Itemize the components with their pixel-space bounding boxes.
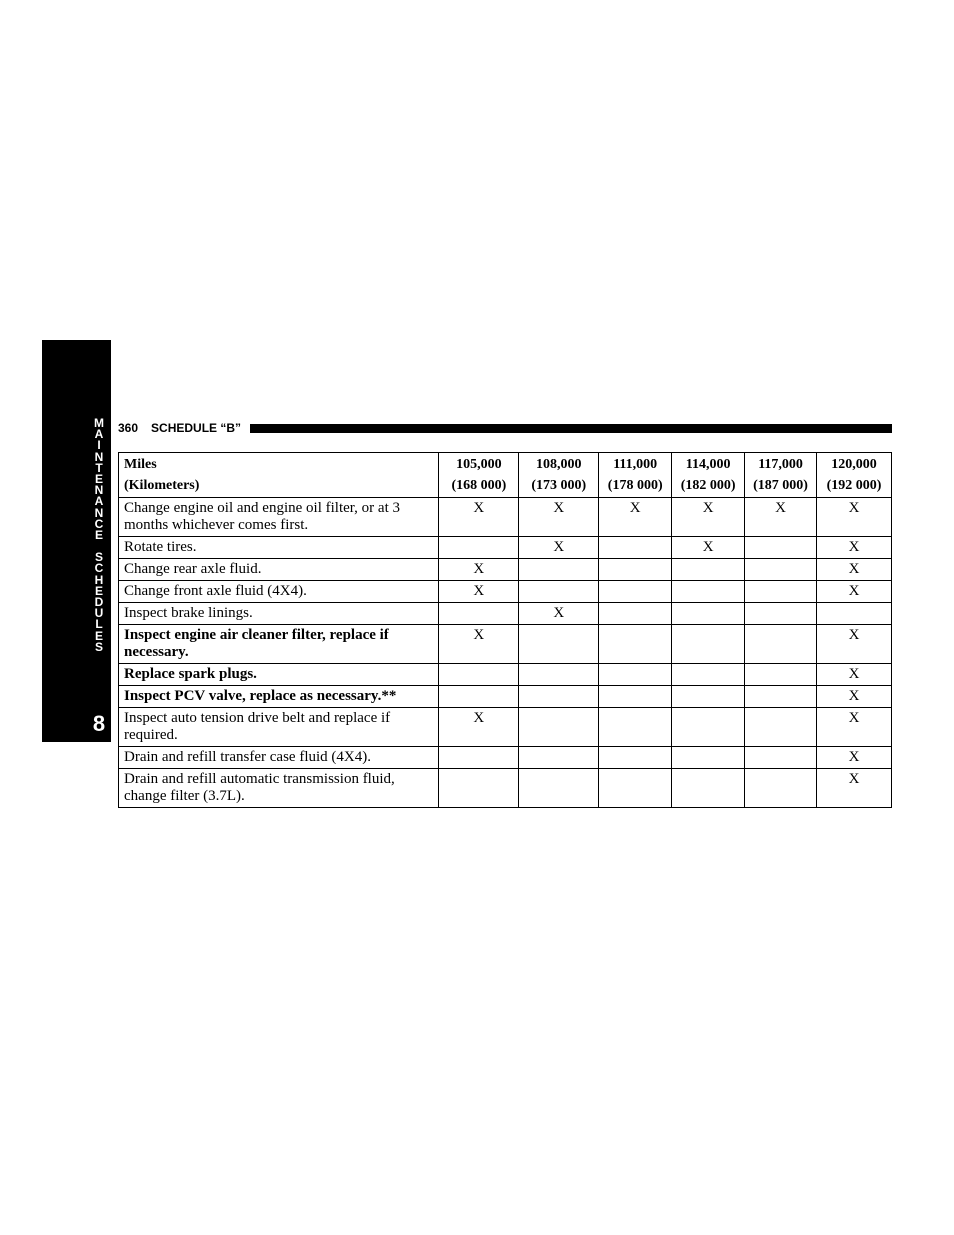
service-mark-cell: X: [439, 559, 519, 581]
side-letter: N: [94, 449, 104, 464]
side-letter: C: [94, 516, 104, 531]
side-letter: E: [94, 583, 103, 598]
side-letter: S: [94, 639, 103, 654]
service-mark-cell: [745, 686, 817, 708]
service-mark-cell: [672, 708, 745, 747]
service-item-label: Drain and refill transfer case fluid (4X4).: [119, 747, 439, 769]
service-item-label: Drain and refill automatic transmission fluid, change filter (3.7L).: [119, 769, 439, 808]
service-mark-cell: X: [672, 498, 745, 537]
column-header: [745, 453, 817, 498]
column-miles: 108,000: [536, 457, 582, 472]
chapter-side-label: [89, 418, 109, 653]
service-mark-cell: [519, 559, 599, 581]
service-item-label: Change engine oil and engine oil filter, or at 3 months whichever comes first.: [119, 498, 439, 537]
service-item-label: Change front axle fluid (4X4).: [119, 581, 439, 603]
service-item-label: Replace spark plugs.: [119, 664, 439, 686]
service-mark-cell: X: [817, 537, 892, 559]
service-mark-cell: X: [817, 708, 892, 747]
column-header: [672, 453, 745, 498]
service-item-label: Inspect PCV valve, replace as necessary.**: [119, 686, 439, 708]
section-title: SCHEDULE “B”: [151, 421, 242, 435]
table-row: [119, 769, 892, 808]
header-miles-label: Miles: [124, 457, 157, 472]
page-header: [118, 419, 892, 437]
service-mark-cell: [745, 747, 817, 769]
side-letter: A: [94, 427, 104, 442]
service-item-label: Inspect engine air cleaner filter, replace if necessary.: [119, 625, 439, 664]
service-mark-cell: [745, 603, 817, 625]
column-km: (182 000): [680, 478, 736, 493]
service-mark-cell: [439, 664, 519, 686]
service-mark-cell: X: [817, 625, 892, 664]
service-mark-cell: X: [817, 769, 892, 808]
table-header-row: [119, 453, 892, 498]
maintenance-schedule-table: [118, 452, 892, 808]
service-mark-cell: [745, 769, 817, 808]
service-mark-cell: [439, 537, 519, 559]
column-km: (187 000): [753, 478, 808, 493]
service-item-label: Inspect brake linings.: [119, 603, 439, 625]
service-mark-cell: X: [672, 537, 745, 559]
column-header: [519, 453, 599, 498]
column-miles: 111,000: [613, 457, 658, 472]
service-mark-cell: [519, 581, 599, 603]
side-letter: E: [94, 527, 103, 542]
side-letter: U: [94, 606, 104, 621]
service-mark-cell: [519, 708, 599, 747]
service-mark-cell: [599, 537, 672, 559]
service-mark-cell: [599, 747, 672, 769]
side-letter: N: [94, 505, 104, 520]
table-row: [119, 625, 892, 664]
service-mark-cell: [745, 537, 817, 559]
service-mark-cell: [599, 559, 672, 581]
side-letter: L: [95, 617, 103, 632]
chapter-number: 8: [92, 711, 106, 736]
service-mark-cell: [672, 686, 745, 708]
service-mark-cell: [519, 686, 599, 708]
table-row: [119, 603, 892, 625]
service-mark-cell: [672, 769, 745, 808]
service-mark-cell: [599, 625, 672, 664]
side-letter: H: [94, 572, 104, 587]
service-mark-cell: [672, 625, 745, 664]
column-miles: 114,000: [685, 457, 731, 472]
table-row: [119, 537, 892, 559]
column-header: [599, 453, 672, 498]
service-mark-cell: [599, 664, 672, 686]
service-mark-cell: [599, 581, 672, 603]
service-item-label: Rotate tires.: [119, 537, 439, 559]
service-mark-cell: [599, 708, 672, 747]
service-mark-cell: [745, 664, 817, 686]
header-label-cell: [119, 453, 439, 498]
page-number: 360: [118, 421, 139, 435]
header-km-label: (Kilometers): [124, 478, 200, 493]
service-mark-cell: X: [439, 581, 519, 603]
column-miles: 120,000: [831, 457, 877, 472]
service-mark-cell: [672, 664, 745, 686]
service-mark-cell: [519, 747, 599, 769]
column-header: [817, 453, 892, 498]
side-letter: C: [94, 561, 104, 576]
service-mark-cell: [519, 625, 599, 664]
service-mark-cell: [599, 769, 672, 808]
service-mark-cell: X: [439, 625, 519, 664]
column-header: [439, 453, 519, 498]
side-letter: N: [94, 483, 104, 498]
side-letter: S: [94, 550, 103, 565]
service-mark-cell: [745, 625, 817, 664]
column-miles: 105,000: [456, 457, 502, 472]
service-mark-cell: [519, 664, 599, 686]
service-mark-cell: [599, 686, 672, 708]
service-mark-cell: X: [817, 498, 892, 537]
service-mark-cell: [672, 559, 745, 581]
side-letter: E: [94, 471, 103, 486]
side-letter: T: [95, 460, 103, 475]
service-mark-cell: X: [745, 498, 817, 537]
column-miles: 117,000: [758, 457, 803, 472]
service-mark-cell: [745, 559, 817, 581]
service-mark-cell: [745, 581, 817, 603]
service-mark-cell: X: [439, 708, 519, 747]
side-letter: D: [94, 595, 104, 609]
service-mark-cell: [745, 708, 817, 747]
service-mark-cell: [439, 603, 519, 625]
table-row: [119, 581, 892, 603]
service-mark-cell: X: [817, 581, 892, 603]
table-row: [119, 498, 892, 537]
side-letter: A: [94, 494, 104, 509]
service-item-label: Inspect auto tension drive belt and replace if required.: [119, 708, 439, 747]
table-row: [119, 664, 892, 686]
service-mark-cell: [439, 747, 519, 769]
service-mark-cell: X: [519, 537, 599, 559]
service-mark-cell: [439, 769, 519, 808]
side-letter: I: [97, 438, 101, 453]
service-mark-cell: [672, 747, 745, 769]
service-mark-cell: X: [817, 664, 892, 686]
column-km: (178 000): [607, 478, 663, 493]
service-mark-cell: X: [439, 498, 519, 537]
header-rule: [250, 424, 892, 433]
column-km: (173 000): [531, 478, 587, 493]
service-mark-cell: [439, 686, 519, 708]
service-mark-cell: [817, 603, 892, 625]
table-row: [119, 708, 892, 747]
service-mark-cell: X: [519, 603, 599, 625]
service-item-label: Change rear axle fluid.: [119, 559, 439, 581]
table-row: [119, 559, 892, 581]
service-mark-cell: X: [817, 686, 892, 708]
service-mark-cell: [672, 603, 745, 625]
service-mark-cell: X: [817, 747, 892, 769]
service-mark-cell: [599, 603, 672, 625]
service-mark-cell: X: [519, 498, 599, 537]
service-mark-cell: [672, 581, 745, 603]
column-km: (168 000): [451, 478, 507, 493]
table-row: [119, 686, 892, 708]
table-row: [119, 747, 892, 769]
service-mark-cell: X: [599, 498, 672, 537]
service-mark-cell: X: [817, 559, 892, 581]
service-mark-cell: [519, 769, 599, 808]
column-km: (192 000): [826, 478, 882, 493]
side-letter: E: [94, 628, 103, 643]
side-letter: M: [94, 416, 104, 430]
